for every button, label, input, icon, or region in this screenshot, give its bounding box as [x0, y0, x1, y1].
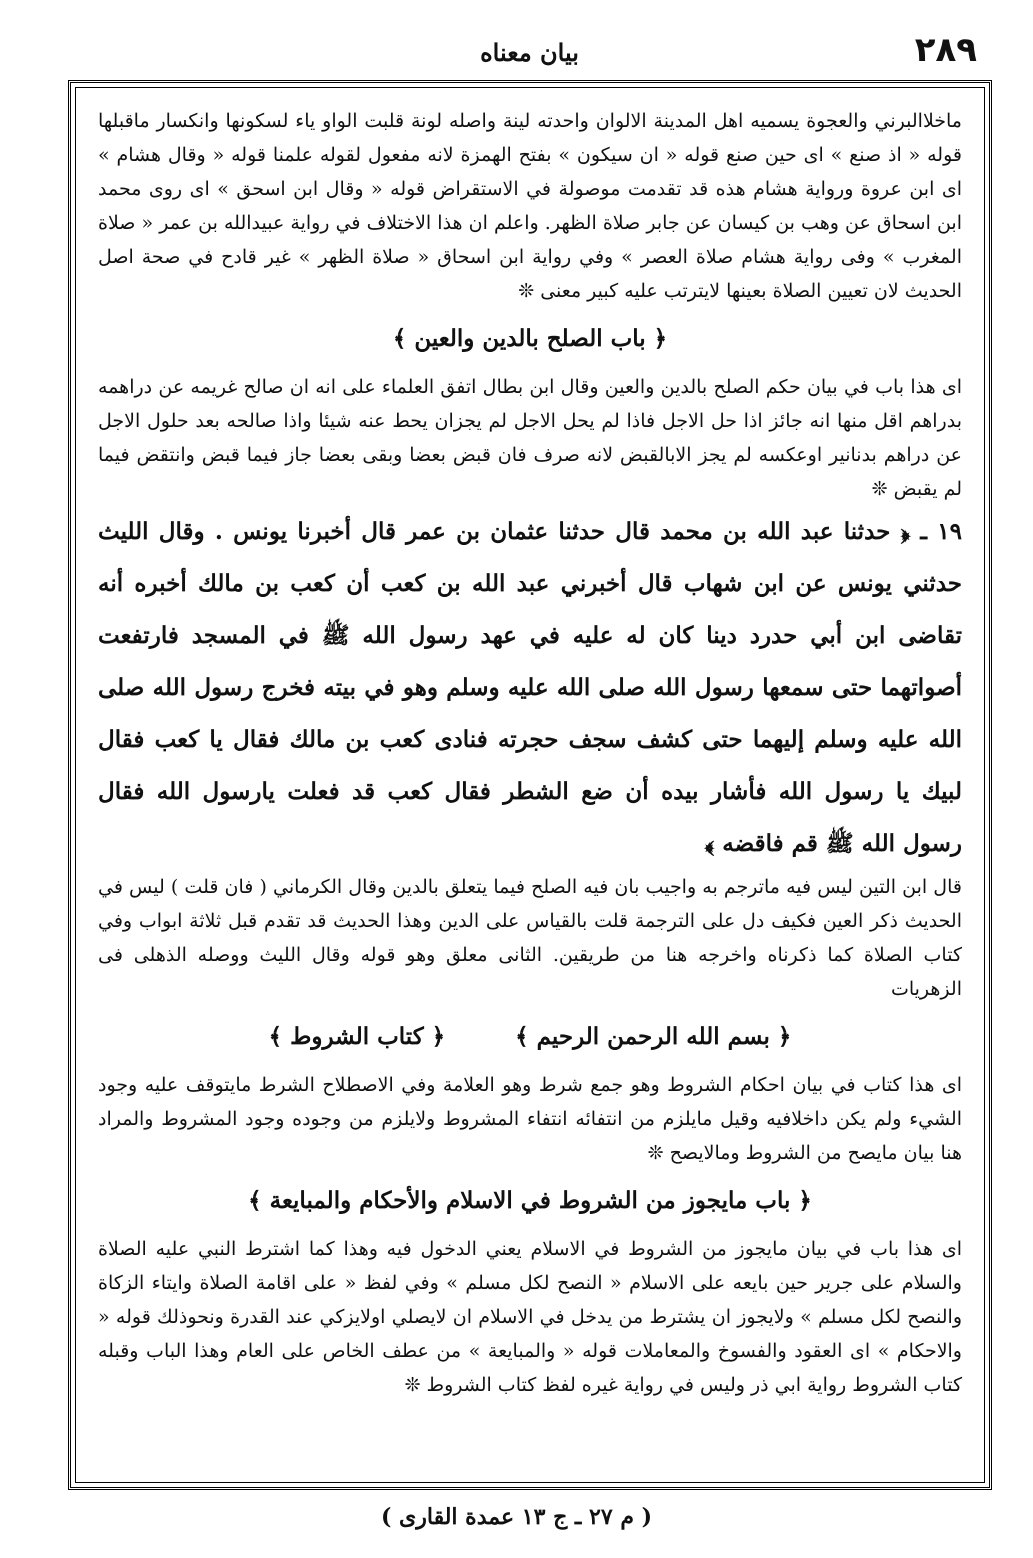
running-title: بيان معناه [480, 38, 579, 67]
commentary-paragraph: اى هذا باب في بيان مايجوز من الشروط في الاسلام يعني الدخول فيه وهذا كما اشترط النبي عليه الصلاة والسلام على جرير حين بايعه على الاسلام « النصح لكل مسلم » وفي لفظ « على اقامة الصلاة وايتاء الزكاة والنصح لكل مسلم » ولايجوز ان يشترط من يدخل في الاسلام ان لايصلي اولايزكي عند القدرة ونحوذلك قوله « والاحكام » اى العقود والفسوخ والمعاملات قوله « والمبايعة » من عطف الخاص على العام وهذا الباب وقبله كتاب الشروط رواية ابي ذر وليس في رواية غيره لفظ كتاب الشروط ❊ [98, 1238, 962, 1396]
book-heading-row [98, 1012, 962, 1062]
page-header [72, 30, 987, 80]
page-body [98, 104, 962, 1466]
chapter-heading: ﴿ باب الصلح بالدين والعين ﴾ [392, 325, 668, 352]
commentary-paragraph: ماخلاالبرني والعجوة يسميه اهل المدينة الالوان واحدته لينة واصله لونة قلبت الواو ياء لسكونها وانكسار ماقبلها قوله « اذ صنع » اى حين صنع قوله « ان سيكون » بفتح الهمزة لانه مفعول لقوله علمنا قوله « وقال هشام » اى ابن عروة ورواية هشام هذه قد تقدمت موصولة في الاستقراض قوله « وقال ابن اسحق » اى روى محمد ابن اسحاق عن وهب بن كيسان عن جابر صلاة الظهر. واعلم ان هذا الاختلاف في رواية عبيدالله بن عمر « صلاة المغرب » وفى رواية هشام صلاة العصر » وفي رواية ابن اسحاق « صلاة الظهر » غير قادح في صحة اصل الحديث لان تعيين الصلاة بعينها لايترتب عليه كبير معنى ❊ [98, 110, 962, 302]
chapter-heading: ﴿ باب مايجوز من الشروط في الاسلام والأحكام والمبايعة ﴾ [248, 1187, 812, 1214]
commentary-paragraph: اى هذا باب في بيان حكم الصلح بالدين والعين وقال ابن بطال اتفق العلماء على انه ان صالح غريمه عن دراهمه بدراهم اقل منها انه جائز اذا حل الاجل فاذا لم يحل الاجل لم يجزان يحط عنه شيئا واذا صالحه بعد حلول الاجل عن دراهم بدنانير اوعكسه لم يجز الابالقبض لانه صرف فان قبض بعضا وبقى بعضا جاز فيما قبض وانتقض فيما لم يقبض ❊ [98, 376, 962, 500]
book-title-heading: ﴿ كتاب الشروط ﴾ [268, 1023, 446, 1050]
page-footer-signature: ( م ٢٧ ـ ج ١٣ عمدة القارى ) [380, 1504, 653, 1530]
commentary-paragraph: اى هذا كتاب في بيان احكام الشروط وهو جمع شرط وهو العلامة وفي الاصطلاح الشرط مايتوقف عليه وجود الشيء ولم يكن داخلافيه وقيل مايلزم من انتفائه انتفاء المشروط ولايلزم من وجوده وجود المشروط والمراد هنا بيان مايصح من الشروط ومالايصح ❊ [98, 1074, 962, 1164]
text-frame-inner [75, 87, 985, 1483]
commentary-paragraph: قال ابن التين ليس فيه ماترجم به واجيب بان فيه الصلح فيما يتعلق بالدين وقال الكرماني ( فان قلت ) ليس في الحديث ذكر العين فكيف دل على الترجمة قلت بالقياس على الدين وهذا الحديث قد تقدم قبل ثلاثة ابواب وفي كتاب الصلاة كما ذكرناه واخرجه هنا من طريقين. الثانى معلق وهو قوله وقال الليث ووصله الذهلى فى الزهريات [98, 876, 962, 1000]
hadith-text: ١٩ ـ ﴿ حدثنا عبد الله بن محمد قال حدثنا عثمان بن عمر قال أخبرنا يونس . وقال الليث حدثني يونس عن ابن شهاب قال أخبرني عبد الله بن كعب أن كعب بن مالك أخبره أنه تقاضى ابن أبي حدرد دينا كان له عليه في عهد رسول الله ﷺ في المسجد فارتفعت أصواتهما حتى سمعها رسول الله صلى الله عليه وسلم وهو في بيته فخرج رسول الله صلى الله عليه وسلم إليهما حتى كشف سجف حجرته فنادى كعب بن مالك فقال يا كعب فقال لبيك يا رسول الله فأشار بيده أن ضع الشطر فقال كعب قد فعلت يارسول الله فقال رسول الله ﷺ قم فاقضه ﴾ [98, 518, 962, 857]
text-frame [68, 80, 992, 1490]
basmala-heading: ﴿ بسم الله الرحمن الرحيم ﴾ [515, 1023, 792, 1050]
page-number: ٢٨٩ [914, 30, 977, 70]
